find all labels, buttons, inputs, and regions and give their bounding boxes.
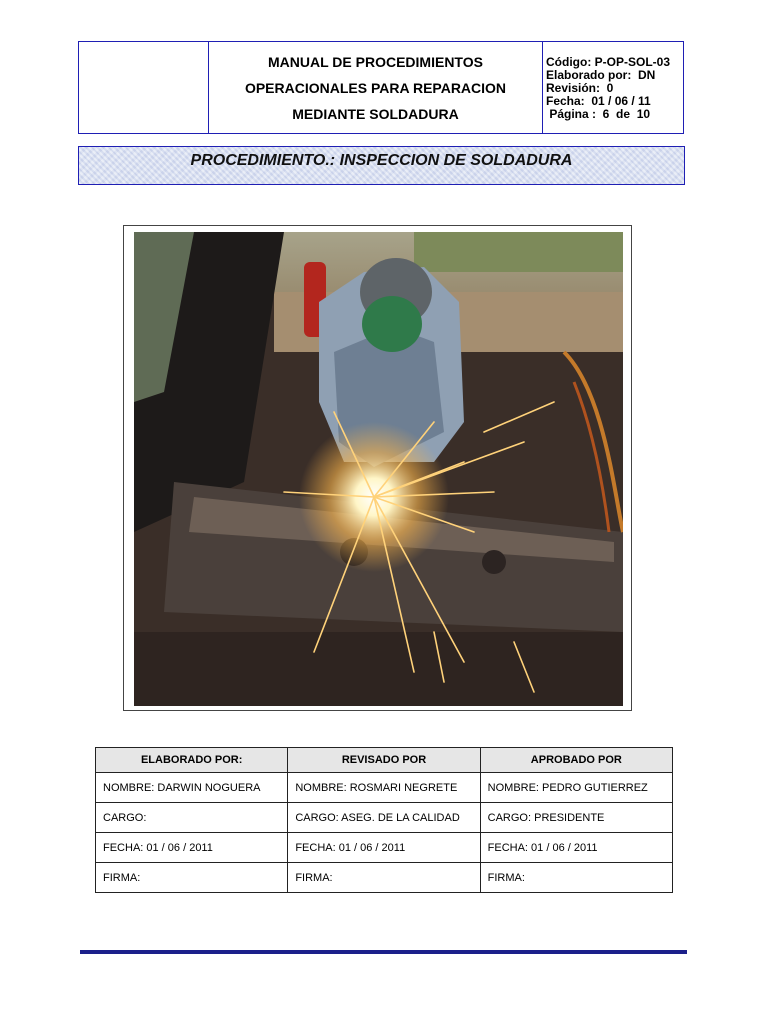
aprobado-nombre: NOMBRE: PEDRO GUTIERREZ <box>480 773 672 803</box>
header-revisado: REVISADO POR <box>288 748 480 773</box>
manual-title-line-3: MEDIANTE SOLDADURA <box>292 105 459 122</box>
approval-row-nombre <box>96 773 673 803</box>
approval-row-fecha <box>96 833 673 863</box>
approval-table <box>95 747 673 893</box>
elaborado-cargo: CARGO: <box>96 803 288 833</box>
photo-frame <box>123 225 632 711</box>
revisado-cargo: CARGO: ASEG. DE LA CALIDAD <box>288 803 480 833</box>
header-elaborado: ELABORADO POR: <box>96 748 288 773</box>
approval-header-row <box>96 748 673 773</box>
manual-title-line-2: OPERACIONALES PARA REPARACION <box>244 79 507 96</box>
manual-title-line-1: MANUAL DE PROCEDIMIENTOS <box>268 53 483 70</box>
header-aprobado: APROBADO POR <box>480 748 672 773</box>
meta-codigo: Código: P-OP-SOL-03 <box>546 55 670 69</box>
elaborado-firma: FIRMA: <box>96 863 288 893</box>
manual-title <box>209 42 543 133</box>
welding-photo <box>134 232 623 706</box>
elaborado-fecha: FECHA: 01 / 06 / 2011 <box>96 833 288 863</box>
aprobado-cargo: CARGO: PRESIDENTE <box>480 803 672 833</box>
approval-row-cargo <box>96 803 673 833</box>
procedure-title: PROCEDIMIENTO.: INSPECCION DE SOLDADURA <box>190 152 573 169</box>
footer-divider <box>80 950 687 954</box>
meta-pagina: Página : 6 de 10 <box>546 107 651 121</box>
revisado-nombre: NOMBRE: ROSMARI NEGRETE <box>288 773 480 803</box>
elaborado-nombre: NOMBRE: DARWIN NOGUERA <box>96 773 288 803</box>
document-meta <box>543 42 683 133</box>
meta-fecha: Fecha: 01 / 06 / 11 <box>546 94 651 108</box>
aprobado-firma: FIRMA: <box>480 863 672 893</box>
revisado-fecha: FECHA: 01 / 06 / 2011 <box>288 833 480 863</box>
approval-row-firma <box>96 863 673 893</box>
document-header <box>78 41 684 134</box>
revisado-firma: FIRMA: <box>288 863 480 893</box>
meta-revision: Revisión: 0 <box>546 81 614 95</box>
logo-cell <box>79 42 209 133</box>
procedure-banner <box>78 146 685 185</box>
aprobado-fecha: FECHA: 01 / 06 / 2011 <box>480 833 672 863</box>
meta-elaborado: Elaborado por: DN <box>546 68 656 82</box>
